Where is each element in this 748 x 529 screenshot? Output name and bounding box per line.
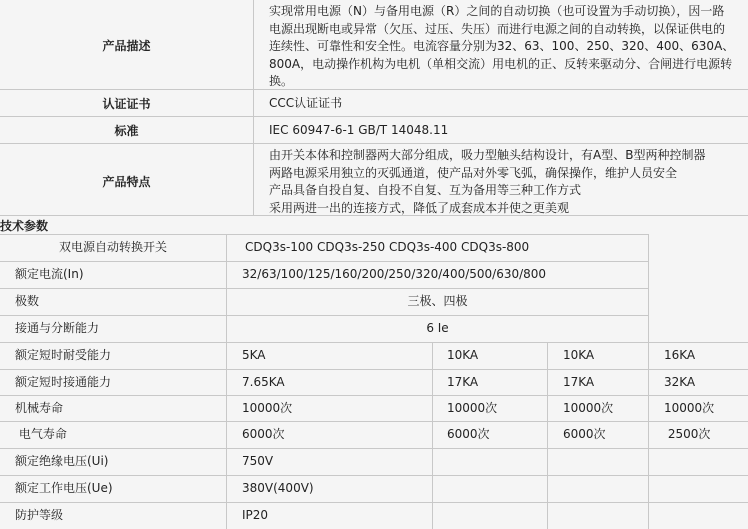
tech-row-label: 额定电流(In)	[15, 267, 84, 281]
tech-cell: 17KA	[447, 375, 479, 389]
tech-cell: 2500次	[664, 427, 711, 441]
tech-cell: IP20	[242, 508, 269, 522]
description-line: 800A，电动操作机构为电机（单相交流）用电机的正、反转来驱动分、合闸进行电源转	[269, 56, 733, 71]
label-standard: 标准	[114, 124, 139, 138]
label-certificate: 认证证书	[102, 97, 151, 111]
tech-row-label: 额定短时耐受能力	[15, 348, 112, 362]
tech-header-models: CDQ3s-100 CDQ3s-250 CDQ3s-400 CDQ3s-800	[245, 240, 530, 254]
column-divider	[226, 234, 227, 529]
tech-row-label: 额定绝缘电压(Ui)	[15, 454, 109, 468]
tech-row-label: 额定工作电压(Ue)	[15, 481, 113, 495]
tech-cell: 10000次	[664, 401, 715, 415]
row-divider	[0, 369, 748, 370]
tech-row-label: 防护等级	[15, 508, 64, 522]
tech-row-label: 机械寿命	[15, 401, 64, 415]
tech-row-value: 32/63/100/125/160/200/250/320/400/500/630/800	[242, 267, 547, 281]
product-features-text	[269, 147, 739, 217]
description-line: 实现常用电源（N）与备用电源（R）之间的自动切换（也可设置为手动切换），因一路	[269, 4, 725, 18]
tech-row-value: 三极、四极	[407, 294, 468, 308]
feature-line: 由开关本体和控制器两大部分组成，吸力型触头结构设计，有A型、B型两种控制器	[269, 148, 706, 162]
row-divider	[0, 421, 748, 422]
row-divider	[0, 342, 748, 343]
tech-cell: 16KA	[664, 348, 696, 362]
tech-cell: 32KA	[664, 375, 696, 389]
row-divider	[0, 143, 748, 144]
product-description-text	[269, 3, 739, 91]
label-product-description: 产品描述	[102, 39, 151, 53]
tech-cell: 10KA	[563, 348, 595, 362]
tech-cell: 17KA	[563, 375, 595, 389]
tech-cell: 10000次	[242, 401, 293, 415]
tech-cell: 5KA	[242, 348, 266, 362]
column-divider	[648, 342, 649, 529]
label-product-features: 产品特点	[102, 175, 151, 189]
tech-cell: 10000次	[563, 401, 614, 415]
tech-row-label: 极数	[15, 294, 40, 308]
tech-cell: 6000次	[563, 427, 606, 441]
row-divider	[0, 502, 748, 503]
tech-cell: 10KA	[447, 348, 479, 362]
row-divider	[0, 116, 748, 117]
tech-row-label: 接通与分断能力	[15, 321, 100, 335]
description-line: 电源出现断电或异常（欠压、过压、失压）而进行电源之间的自动转换，以保证供电的	[269, 21, 726, 36]
column-divider	[432, 342, 433, 529]
feature-line: 采用两进一出的连接方式，降低了成套成本并使之更美观	[269, 200, 570, 215]
tech-row-value: 6 Ie	[426, 321, 449, 335]
tech-cell: 380V(400V)	[242, 481, 314, 495]
tech-cell: 7.65KA	[242, 375, 285, 389]
feature-line: 产品具备自投自复、自投不自复、互为备用等三种工作方式	[269, 183, 582, 198]
row-divider	[0, 395, 748, 396]
tech-cell: 6000次	[242, 427, 285, 441]
row-divider	[0, 448, 748, 449]
tech-cell: 10000次	[447, 401, 498, 415]
column-divider	[547, 342, 548, 529]
tech-row-label: 电气寿命	[15, 427, 67, 441]
tech-header-label: 双电源自动转换开关	[58, 240, 167, 254]
description-line: 换。	[269, 74, 294, 89]
tech-cell: 6000次	[447, 427, 490, 441]
column-divider	[253, 0, 254, 215]
tech-cell: 750V	[242, 454, 274, 468]
feature-line: 两路电源采用独立的灭弧通道，使产品对外零飞弧，确保操作，维护人员安全	[269, 165, 678, 180]
description-line: 连续性、可靠性和安全性。电流容量分别为32、63、100、250、320、400、630A、	[269, 39, 735, 54]
certificate-value: CCC认证证书	[269, 96, 343, 110]
tech-params-title: 技术参数	[0, 219, 49, 233]
table-right-border	[648, 234, 649, 342]
tech-row-label: 额定短时接通能力	[15, 375, 112, 389]
standard-value: IEC 60947-6-1 GB/T 14048.11	[269, 123, 449, 137]
